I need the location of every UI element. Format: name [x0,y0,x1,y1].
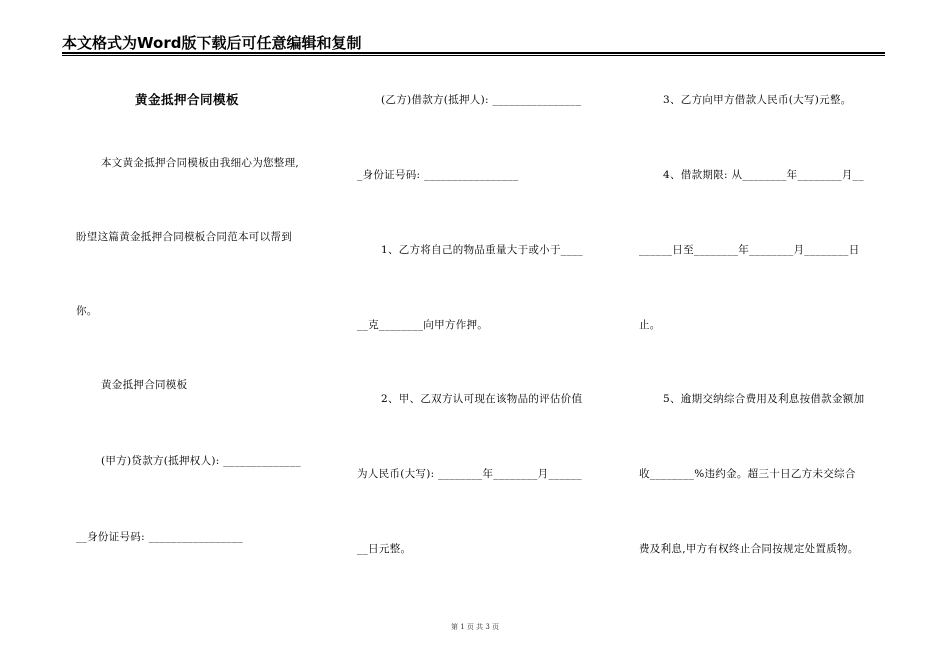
col1-line-3: 你。 [76,305,98,317]
document-title: 黄金抵押合同模板 [135,92,240,107]
col2-line-5: 2、甲、乙双方认可现在该物品的评估价值 [381,393,583,405]
col3-line-6: 收________%违约金。超三十日乙方未交综合 [639,468,856,480]
col1-line-5: (甲方)贷款方(抵押权人): ______________ [101,455,301,467]
col3-line-7: 费及利息,甲方有权终止合同按规定处置质物。 [639,543,859,555]
col1-line-2: 盼望这篇黄金抵押合同模板合同范本可以帮到 [76,231,292,243]
page-number: 第 1 页 共 3 页 [450,623,500,631]
col1-line-1: 本文黄金抵押合同模板由我细心为您整理, [101,157,300,169]
col1-line-4: 黄金抵押合同模板 [101,379,188,391]
header-rule-thick [62,52,885,54]
col1-line-6: __身份证号码: _________________ [76,531,243,543]
col3-line-1: 3、乙方向甲方借款人民币(大写)元整。 [663,94,852,106]
col3-line-5: 5、逾期交纳综合费用及利息按借款金额加 [663,393,865,405]
header-rule-thin [62,55,885,56]
col2-line-3: 1、乙方将自己的物品重量大于或小于____ [381,244,583,256]
document-banner: 本文格式为Word版下载后可任意编辑和复制 [62,34,362,52]
col3-line-2: 4、借款期限: 从________年________月__ [663,169,864,181]
col2-line-7: __日元整。 [357,543,412,555]
col2-line-1: (乙方)借款方(抵押人): ________________ [381,94,582,106]
col3-line-4: 止。 [639,319,661,331]
col2-line-2: _身份证号码: _________________ [357,169,519,181]
col2-line-6: 为人民币(大写): ________年________月______ [357,468,582,480]
col2-line-4: __克________向甲方作押。 [357,319,489,331]
col3-line-3: ______日至________年________月________日 [639,244,860,256]
